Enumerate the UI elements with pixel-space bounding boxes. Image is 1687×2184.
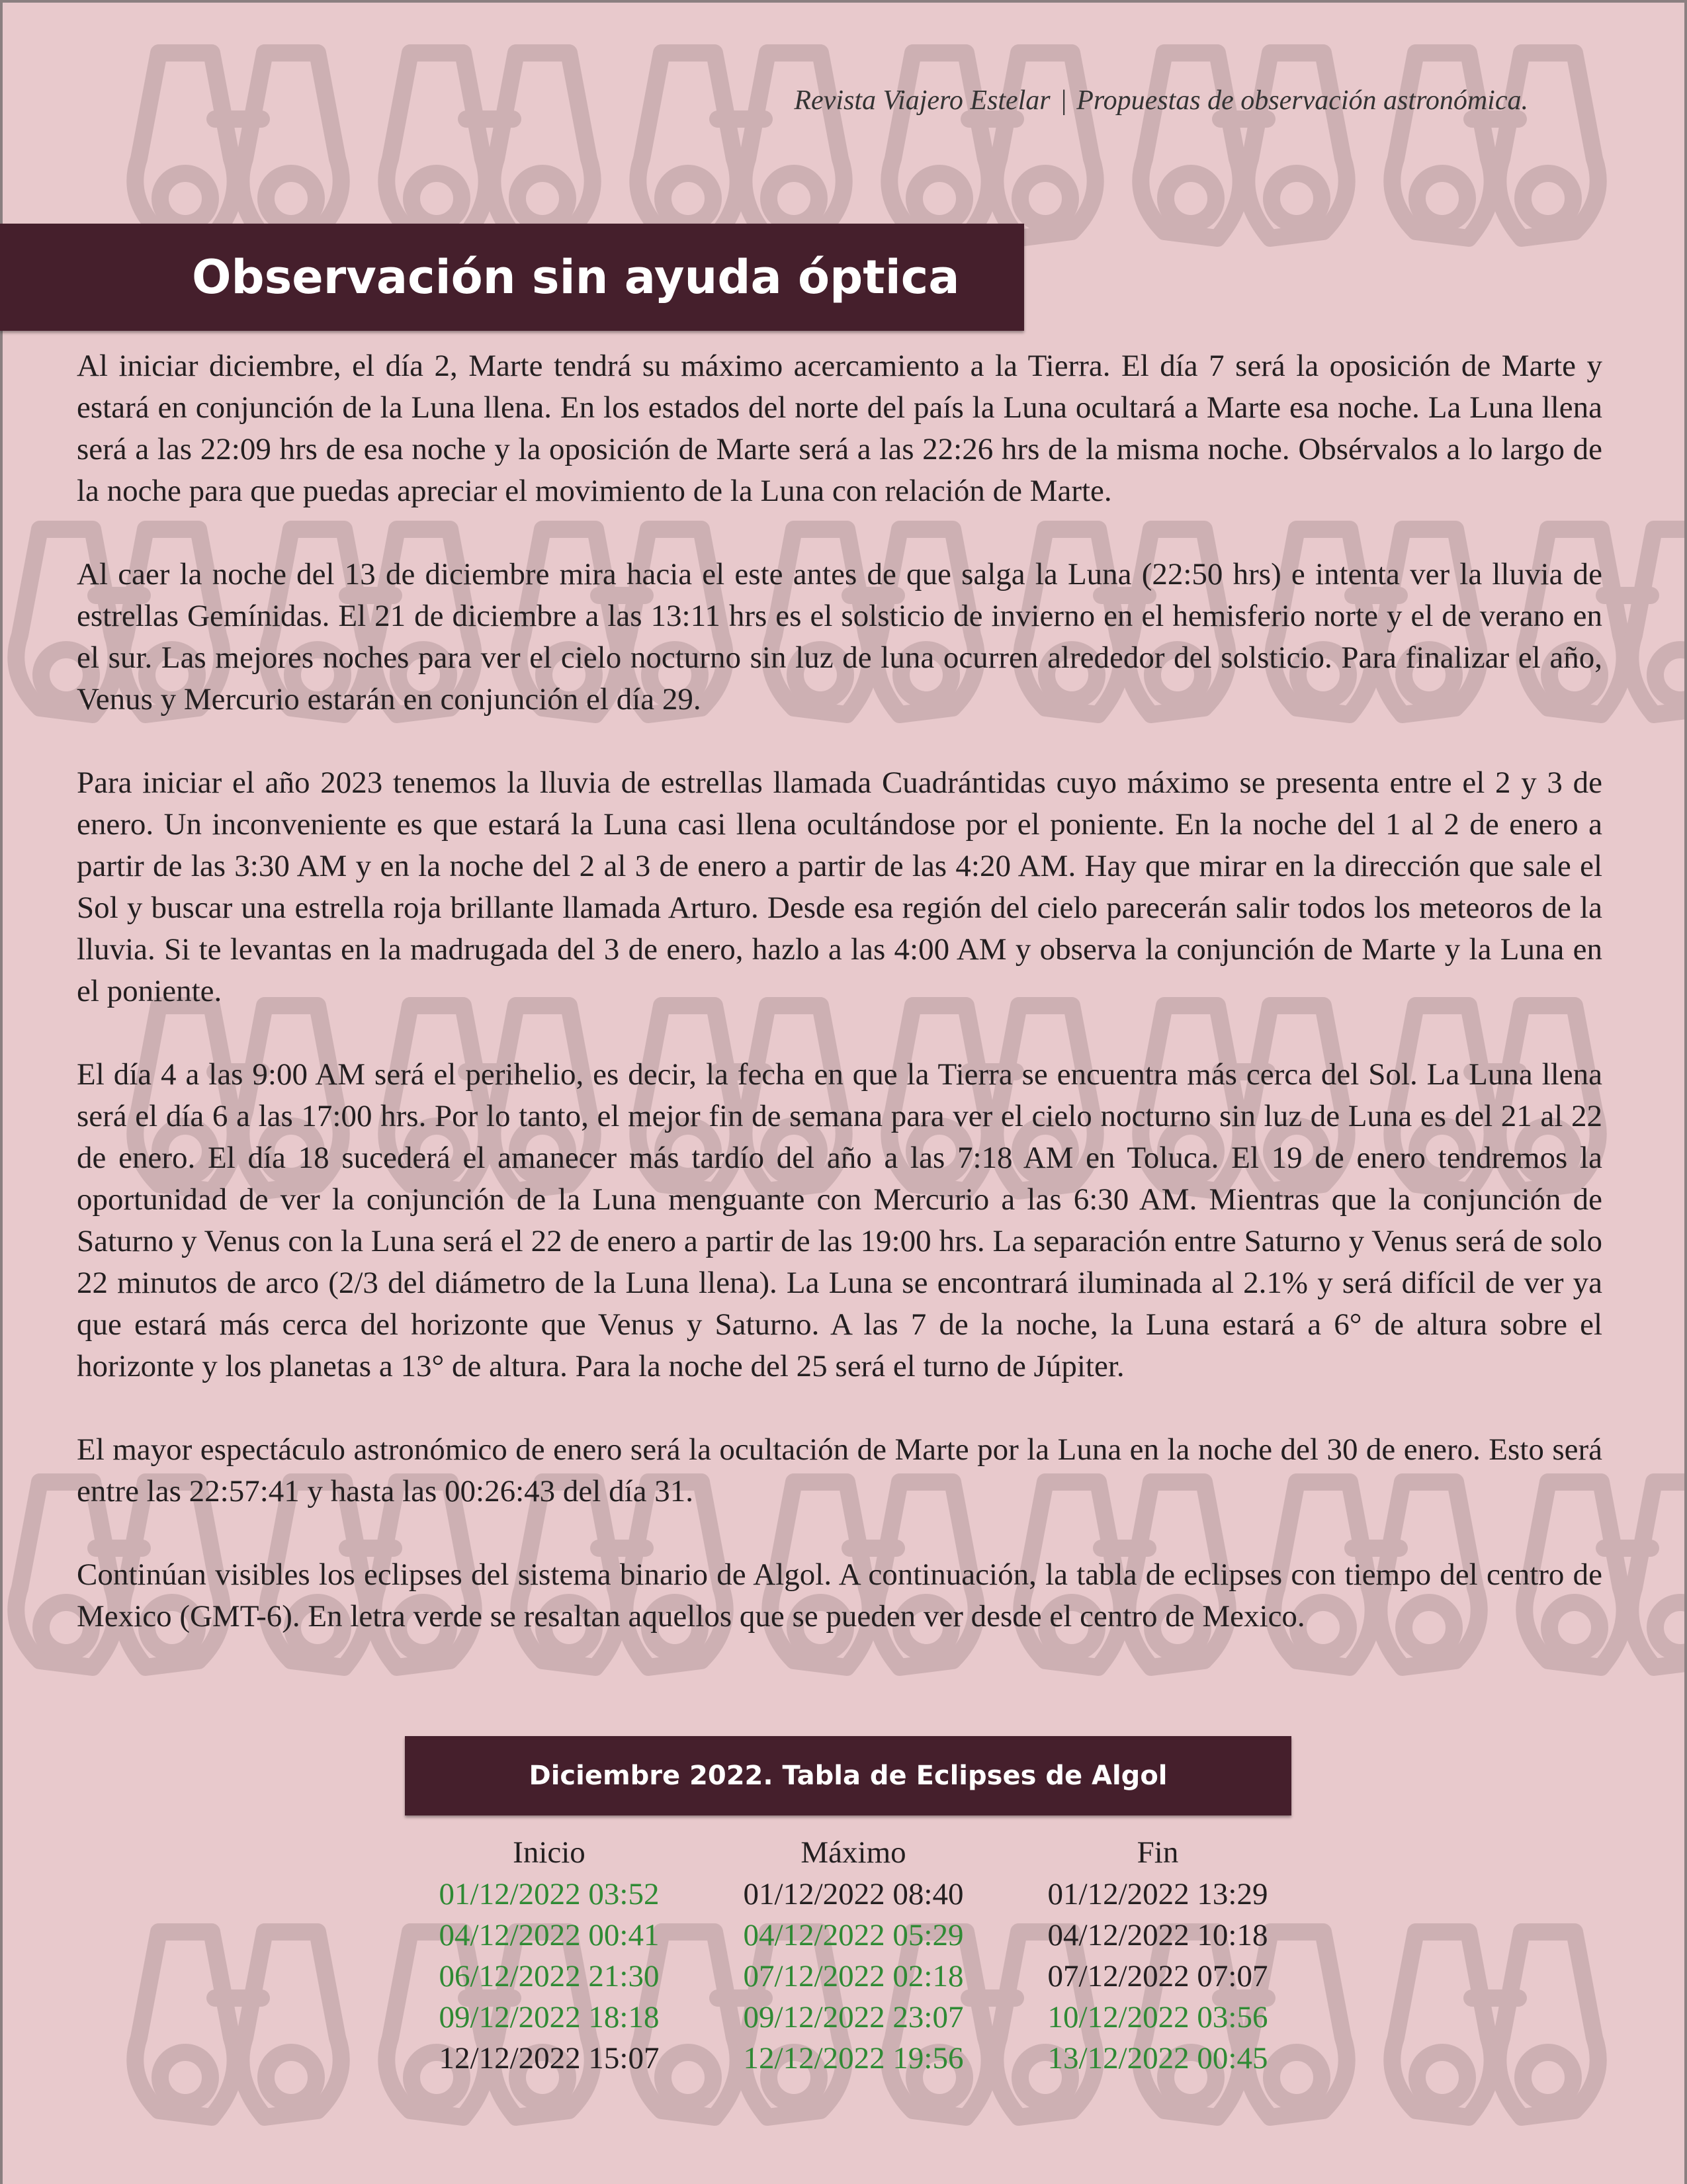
eclipse-time-fin: 10/12/2022 03:56 bbox=[1047, 2000, 1268, 2034]
paragraph: Para iniciar el año 2023 tenemos la lluvia de estrellas llamada Cuadrántidas cuyo máximo se presenta entre el 2 y 3 de enero. Un inconveniente es que estará la Luna casi llena ocultándose por el poniente. En la noche del 1 al 2 de enero a partir de las 3:30 AM y en la noche del 2 al 3 de enero a partir de las 4:20 AM. Hay que mirar en la dirección que sale el Sol y buscar una estrella roja brillante llamada Arturo. Desde esa región del cielo parecerán salir todos los meteoros de la lluvia. Si te levantas en la madrugada del 3 de enero, hazlo a las 4:00 AM y observa la conjunción de Marte y la Luna en el poniente. bbox=[77, 765, 1602, 1008]
table-row bbox=[397, 1956, 1310, 1997]
eclipse-time-maximo: 04/12/2022 05:29 bbox=[743, 1918, 964, 1952]
section-title: Observación sin ayuda óptica bbox=[192, 250, 960, 304]
page-frame-top bbox=[0, 0, 1687, 3]
page-frame-right bbox=[1684, 0, 1687, 2184]
column-header-maximo: Máximo bbox=[800, 1835, 906, 1870]
table-header-row bbox=[397, 1831, 1310, 1874]
table-row bbox=[397, 2038, 1310, 2079]
running-header bbox=[794, 85, 1528, 116]
eclipse-time-fin: 01/12/2022 13:29 bbox=[1047, 1877, 1268, 1911]
eclipse-time-fin: 04/12/2022 10:18 bbox=[1047, 1918, 1268, 1952]
eclipse-time-inicio: 01/12/2022 03:52 bbox=[439, 1877, 660, 1911]
header-separator: | bbox=[1059, 85, 1068, 116]
table-title: Diciembre 2022. Tabla de Eclipses de Algol bbox=[529, 1761, 1168, 1791]
algol-eclipse-table bbox=[397, 1831, 1310, 2079]
section-title-band bbox=[0, 224, 1024, 331]
table-title-band bbox=[405, 1736, 1291, 1815]
eclipse-time-fin: 13/12/2022 00:45 bbox=[1047, 2041, 1268, 2075]
paragraph: El mayor espectáculo astronómico de enero será la ocultación de Marte por la Luna en la noche del 30 de enero. Esto será entre las 22:57:41 y hasta las 00:26:43 del día 31. bbox=[77, 1432, 1602, 1508]
eclipse-time-maximo: 07/12/2022 02:18 bbox=[743, 1959, 964, 1993]
table-body bbox=[397, 1874, 1310, 2079]
paragraph: Continúan visibles los eclipses del sistema binario de Algol. A continuación, la tabla de eclipses con tiempo del centro de Mexico (GMT-6). En letra verde se resaltan aquellos que se pueden ver desde el centro de Mexico. bbox=[77, 1557, 1602, 1634]
eclipse-time-inicio: 06/12/2022 21:30 bbox=[439, 1959, 660, 1993]
table-row bbox=[397, 1997, 1310, 2038]
eclipse-time-inicio: 04/12/2022 00:41 bbox=[439, 1918, 660, 1952]
article-body bbox=[77, 345, 1602, 1679]
paragraph: Al iniciar diciembre, el día 2, Marte tendrá su máximo acercamiento a la Tierra. El día 7 será la oposición de Marte y estará en conjunción de la Luna llena. En los estados del norte del país la Luna ocultará a Marte esa noche. La Luna llena será a las 22:09 hrs de esa noche y la oposición de Marte será a las 22:26 hrs de la misma noche. Obsérvalos a lo largo de la noche para que puedas apreciar el movimiento de la Luna con relación de Marte. bbox=[77, 349, 1602, 508]
magazine-subtitle: Propuestas de observación astronómica. bbox=[1076, 85, 1528, 116]
paragraph: El día 4 a las 9:00 AM será el perihelio, es decir, la fecha en que la Tierra se encuentra más cerca del Sol. La Luna llena será el día 6 a las 17:00 hrs. Por lo tanto, el mejor fin de semana para ver el cielo nocturno sin luz de Luna es del 21 al 22 de enero. El día 18 sucederá el amanecer más tardío del año a las 7:18 AM en Toluca. El 19 de enero tendremos la oportunidad de ver la conjunción de la Luna menguante con Mercurio a las 6:30 AM. Mientras que la conjunción de Saturno y Venus con la Luna será el 22 de enero a partir de las 19:00 hrs. La separación entre Saturno y Venus será de solo 22 minutos de arco (2/3 del diámetro de la Luna llena). La Luna se encontrará iluminada al 2.1% y será difícil de ver ya que estará más cerca del horizonte que Venus y Saturno. A las 7 de la noche, la Luna estará a 6° de altura sobre el horizonte y los planetas a 13° de altura. Para la noche del 25 será el turno de Júpiter. bbox=[77, 1057, 1602, 1383]
eclipse-time-maximo: 01/12/2022 08:40 bbox=[743, 1877, 964, 1911]
eclipse-time-inicio: 12/12/2022 15:07 bbox=[439, 2041, 660, 2075]
eclipse-time-maximo: 12/12/2022 19:56 bbox=[743, 2041, 964, 2075]
magazine-name: Revista Viajero Estelar bbox=[794, 85, 1051, 116]
eclipse-time-fin: 07/12/2022 07:07 bbox=[1047, 1959, 1268, 1993]
table-row bbox=[397, 1915, 1310, 1956]
table-row bbox=[397, 1874, 1310, 1915]
eclipse-time-maximo: 09/12/2022 23:07 bbox=[743, 2000, 964, 2034]
column-header-fin: Fin bbox=[1137, 1835, 1179, 1870]
paragraph: Al caer la noche del 13 de diciembre mira hacia el este antes de que salga la Luna (22:50 hrs) e intenta ver la lluvia de estrellas Gemínidas. El 21 de diciembre a las 13:11 hrs es el solsticio de invierno en el hemisferio norte y el de verano en el sur. Las mejores noches para ver el cielo nocturno sin luz de luna ocurren alrededor del solsticio. Para finalizar el año, Venus y Mercurio estarán en conjunción el día 29. bbox=[77, 557, 1602, 717]
column-header-inicio: Inicio bbox=[513, 1835, 585, 1870]
eclipse-time-inicio: 09/12/2022 18:18 bbox=[439, 2000, 660, 2034]
